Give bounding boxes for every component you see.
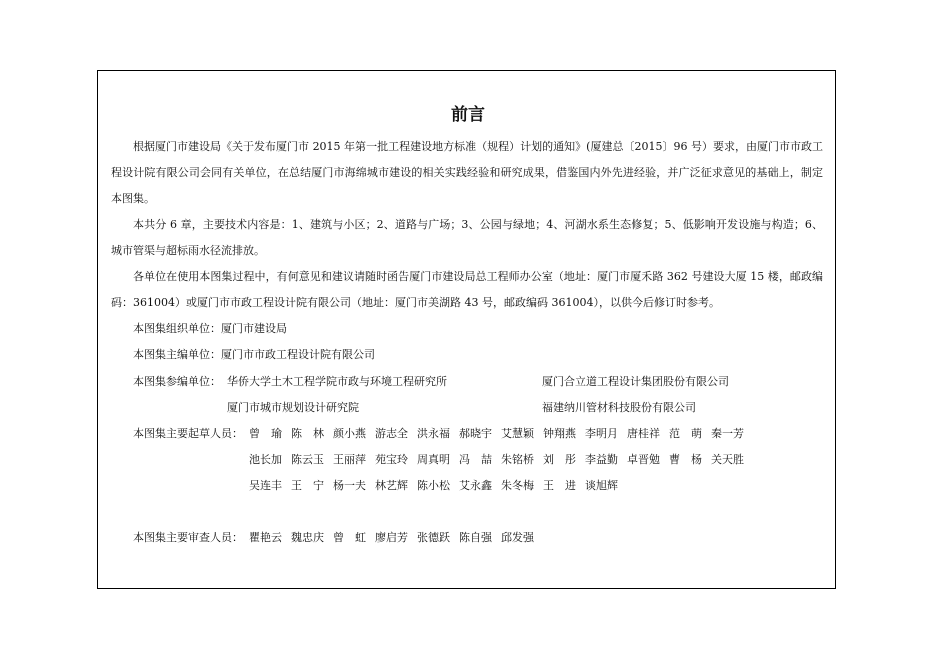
person-name: 王丽萍 xyxy=(333,453,366,466)
person-name: 李明月 xyxy=(585,427,618,440)
participant-unit: 厦门合立道工程设计集团股份有限公司 xyxy=(542,375,729,388)
participants-label: 本图集参编单位： xyxy=(133,375,221,388)
person-name: 朱铭桥 xyxy=(501,453,534,466)
person-name: 曹 杨 xyxy=(669,453,702,466)
person-name: 陈 林 xyxy=(291,427,324,440)
person-name: 冯 喆 xyxy=(459,453,492,466)
person-name: 杨一夫 xyxy=(333,479,366,492)
person-name: 艾慧颖 xyxy=(501,427,534,440)
person-name: 关天胜 xyxy=(711,453,744,466)
chief-editor-line xyxy=(133,348,375,362)
participant-unit: 福建纳川管材科技股份有限公司 xyxy=(542,401,696,414)
chief-editor-label: 本图集主编单位： xyxy=(133,348,221,361)
person-name: 林艺辉 xyxy=(375,479,408,492)
person-name: 范 萌 xyxy=(669,427,702,440)
person-name: 廖启芳 xyxy=(375,531,408,544)
person-name: 颜小燕 xyxy=(333,427,366,440)
page-title: 前言 xyxy=(451,105,485,125)
person-name: 洪永福 xyxy=(417,427,450,440)
drafters-row xyxy=(249,453,753,467)
person-name: 秦一芳 xyxy=(711,427,744,440)
participant-unit: 厦门市城市规划设计研究院 xyxy=(227,401,359,414)
person-name: 郝晓宇 xyxy=(459,427,492,440)
person-name: 陈小松 xyxy=(417,479,450,492)
person-name: 张德跃 xyxy=(417,531,450,544)
person-name: 谈旭辉 xyxy=(585,479,618,492)
person-name: 刘 彤 xyxy=(543,453,576,466)
person-name: 游志全 xyxy=(375,427,408,440)
person-name: 钟翔燕 xyxy=(543,427,576,440)
person-name: 瞿艳云 xyxy=(249,531,282,544)
person-name: 卓晋勉 xyxy=(627,453,660,466)
paragraph-contents: 本共分 6 章，主要技术内容是：1、建筑与小区；2、道路与广场；3、公园与绿地；4、河湖水系生态修复；5、低影响开发设施与构造；6、城市管渠与超标雨水径流排放。 xyxy=(111,218,823,257)
drafters-row xyxy=(249,479,627,493)
drafters-label: 本图集主要起草人员： xyxy=(133,427,243,440)
person-name: 魏忠庆 xyxy=(291,531,324,544)
person-name: 吴连丰 xyxy=(249,479,282,492)
person-name: 王 宁 xyxy=(291,479,324,492)
person-name: 朱冬梅 xyxy=(501,479,534,492)
paragraph-intro: 根据厦门市建设局《关于发布厦门市 2015 年第一批工程建设地方标准（规程）计划的通知》(厦建总〔2015〕96 号）要求，由厦门市市政工程设计院有限公司会同有关单位，在总结厦门市海绵城市建设的相关实践经验和研究成果，借鉴国内外先进经验，并广泛征求意见的基础上，制定本图集。 xyxy=(111,140,823,205)
person-name: 曾 瑜 xyxy=(249,427,282,440)
organizer-line xyxy=(133,322,287,336)
person-name: 周真明 xyxy=(417,453,450,466)
person-name: 曾 虹 xyxy=(333,531,366,544)
person-name: 陈自强 xyxy=(459,531,492,544)
organizer-label: 本图集组织单位： xyxy=(133,322,221,335)
person-name: 邱发强 xyxy=(501,531,534,544)
chief-editor-value: 厦门市市政工程设计院有限公司 xyxy=(221,348,375,361)
person-name: 苑宝玲 xyxy=(375,453,408,466)
person-name: 王 进 xyxy=(543,479,576,492)
participant-unit: 华侨大学土木工程学院市政与环境工程研究所 xyxy=(227,375,447,388)
person-name: 唐桂祥 xyxy=(627,427,660,440)
person-name: 陈云玉 xyxy=(291,453,324,466)
paragraph-feedback: 各单位在使用本图集过程中，有何意见和建议请随时函告厦门市建设局总工程师办公室（地址：厦门市厦禾路 362 号建设大厦 15 楼，邮政编码：361004）或厦门市市政工程设计院有限公司（地址：厦门市美湖路 43 号，邮政编码 361004），以供今后修订时参考。 xyxy=(111,270,823,309)
person-name: 李益勤 xyxy=(585,453,618,466)
organizer-value: 厦门市建设局 xyxy=(221,322,287,335)
reviewers-row xyxy=(249,531,543,545)
reviewers-label: 本图集主要审查人员： xyxy=(133,531,243,544)
drafters-row xyxy=(249,427,753,441)
person-name: 艾永鑫 xyxy=(459,479,492,492)
person-name: 池长加 xyxy=(249,453,282,466)
